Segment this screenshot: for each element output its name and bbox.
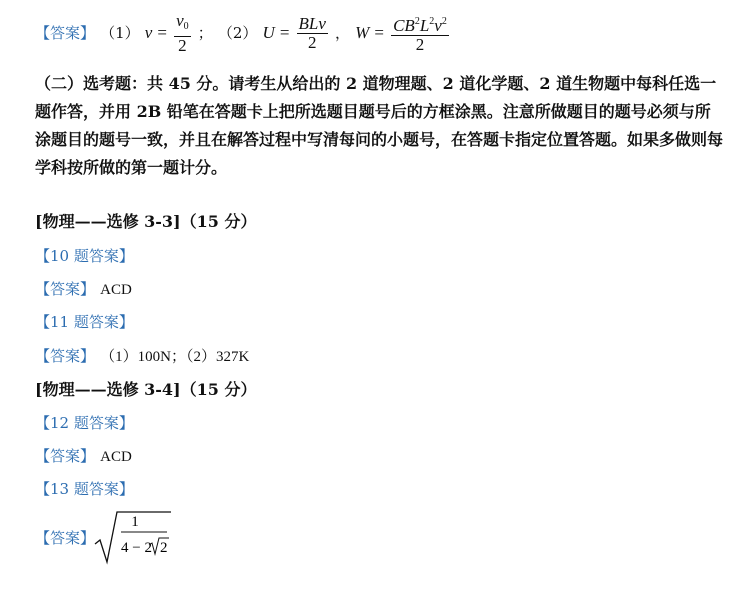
answer-tag: 【答案】	[35, 347, 96, 365]
v-symbol: v	[144, 23, 153, 42]
comma: ，	[335, 24, 351, 42]
answer-tag: 【答案】	[35, 529, 96, 547]
q13-answer-tag: 【13 题答案】	[35, 480, 134, 498]
U-numerator: BLv	[298, 14, 326, 33]
W-denominator: 2	[415, 35, 425, 54]
answer-row-formulas	[35, 12, 451, 55]
answer-tag: 【答案】	[35, 280, 96, 298]
q11-answer-row	[35, 345, 249, 366]
part-1-label: （1）	[100, 24, 140, 42]
U-fraction	[297, 15, 328, 52]
equals-sign-2: =	[279, 23, 290, 42]
v-denominator: 2	[178, 36, 187, 55]
separator: ；	[197, 24, 213, 42]
q13-numerator: 1	[131, 514, 139, 530]
q12-answer-row	[35, 445, 132, 466]
v-fraction	[174, 12, 191, 55]
v-numerator: $v_0$	[174, 12, 191, 37]
q10-answer-row	[35, 278, 132, 299]
q10-answer-tag: 【10 题答案】	[35, 247, 134, 265]
heading-elective-3-3: [物理——选修 3-3]（15 分）	[35, 212, 257, 231]
q12-answer: ACD	[100, 449, 132, 465]
W-symbol: W	[355, 23, 370, 42]
U-denominator: 2	[307, 33, 317, 52]
answer-tag: 【答案】	[35, 447, 96, 465]
equals-sign: =	[157, 23, 167, 42]
q11-answer-tag: 【11 题答案】	[35, 313, 134, 331]
q13-inner-root: 2	[160, 540, 168, 556]
answer-tag: 【答案】	[35, 24, 96, 42]
section-2-instructions: （二）选考题：共 45 分。请考生从给出的 2 道物理题、2 道化学题、2 道生物题中每科任选一题作答，并用 2B 铅笔在答题卡上把所选题目题号后的方框涂黑。注意所做题目的题号必须与所涂题目的题号一致，并且在解答过程中写清每问的小题号，在答题卡指定位置答题。如果多做则每学科按所做的第一题计分。	[35, 74, 724, 177]
q13-sqrt-expression	[93, 510, 173, 566]
q13-denominator: 4 − 2	[121, 540, 152, 556]
q11-answer: （1）100N；（2）327K	[100, 349, 250, 365]
part-2-label: （2）	[217, 24, 258, 42]
heading-elective-3-4: [物理——选修 3-4]（15 分）	[35, 380, 257, 399]
equals-sign-3: =	[374, 23, 384, 42]
U-symbol: U	[262, 23, 275, 42]
q10-answer: ACD	[100, 282, 132, 298]
q12-answer-tag: 【12 题答案】	[35, 414, 134, 432]
W-numerator: $CB^2L^2v^2$	[391, 13, 449, 36]
W-fraction	[391, 13, 449, 54]
